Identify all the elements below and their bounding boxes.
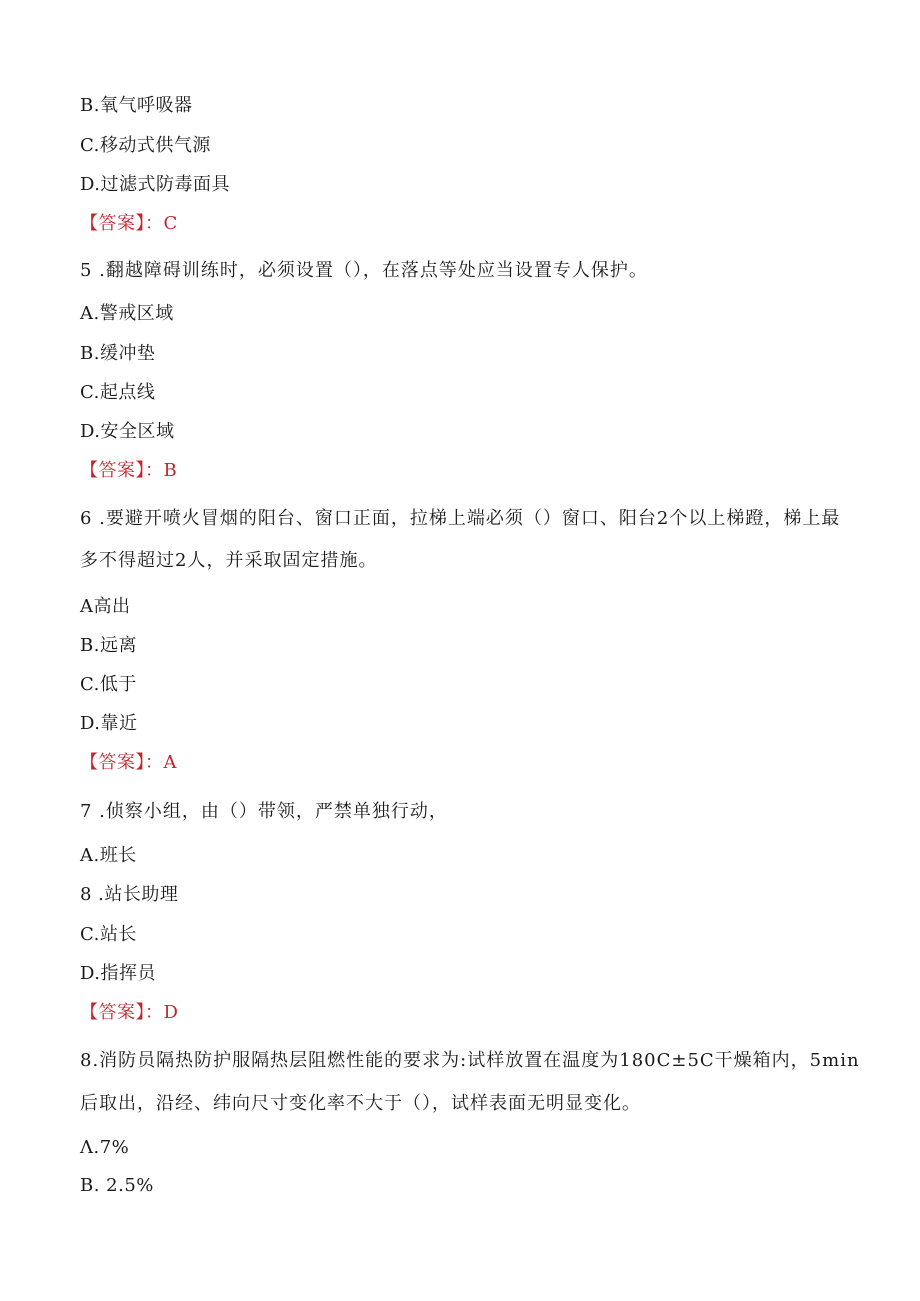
option-line: B.缓冲垫 xyxy=(80,343,156,364)
option-line: A.班长 xyxy=(80,845,137,866)
answer-line: 【答案】：B xyxy=(80,460,178,481)
question-line: 后取出，沿经、纬向尺寸变化率不大于（），试样表面无明显变化。 xyxy=(80,1093,641,1114)
option-line: C.站长 xyxy=(80,924,137,945)
question-line: 8.消防员隔热防护服隔热层阻燃性能的要求为:试样放置在温度为180C±5C干燥箱内，5min xyxy=(80,1050,860,1071)
answer-line: 【答案】：D xyxy=(80,1002,179,1023)
option-line: A.警戒区域 xyxy=(80,303,174,324)
option-line: D.靠近 xyxy=(80,713,138,734)
question-line: 多不得超过2人，并采取固定措施。 xyxy=(80,550,378,571)
answer-line: 【答案】：A xyxy=(80,752,177,773)
question-line: 6 .要避开喷火冒烟的阳台、窗口正面，拉梯上端必须（）窗口、阳台2个以上梯蹬，梯上最 xyxy=(80,508,841,529)
option-line: D.指挥员 xyxy=(80,963,157,984)
option-line: B.远离 xyxy=(80,635,137,656)
option-line: Λ.7% xyxy=(80,1137,130,1158)
answer-line: 【答案】：C xyxy=(80,213,178,234)
option-line: B. 2.5% xyxy=(80,1175,154,1196)
option-line: C.移动式供气源 xyxy=(80,135,211,156)
question-line: 5 .翻越障碍训练时，必须设置（），在落点等处应当设置专人保护。 xyxy=(80,260,648,281)
option-line: C.低于 xyxy=(80,674,137,695)
option-line: 8 .站长助理 xyxy=(80,884,179,905)
question-line: 7 .侦察小组，由（）带领，严禁单独行动， xyxy=(80,801,448,822)
option-line: D.过滤式防毒面具 xyxy=(80,174,231,195)
option-line: D.安全区域 xyxy=(80,421,175,442)
option-line: A高出 xyxy=(80,596,131,617)
option-line: B.氧气呼吸器 xyxy=(80,95,193,116)
option-line: C.起点线 xyxy=(80,382,156,403)
